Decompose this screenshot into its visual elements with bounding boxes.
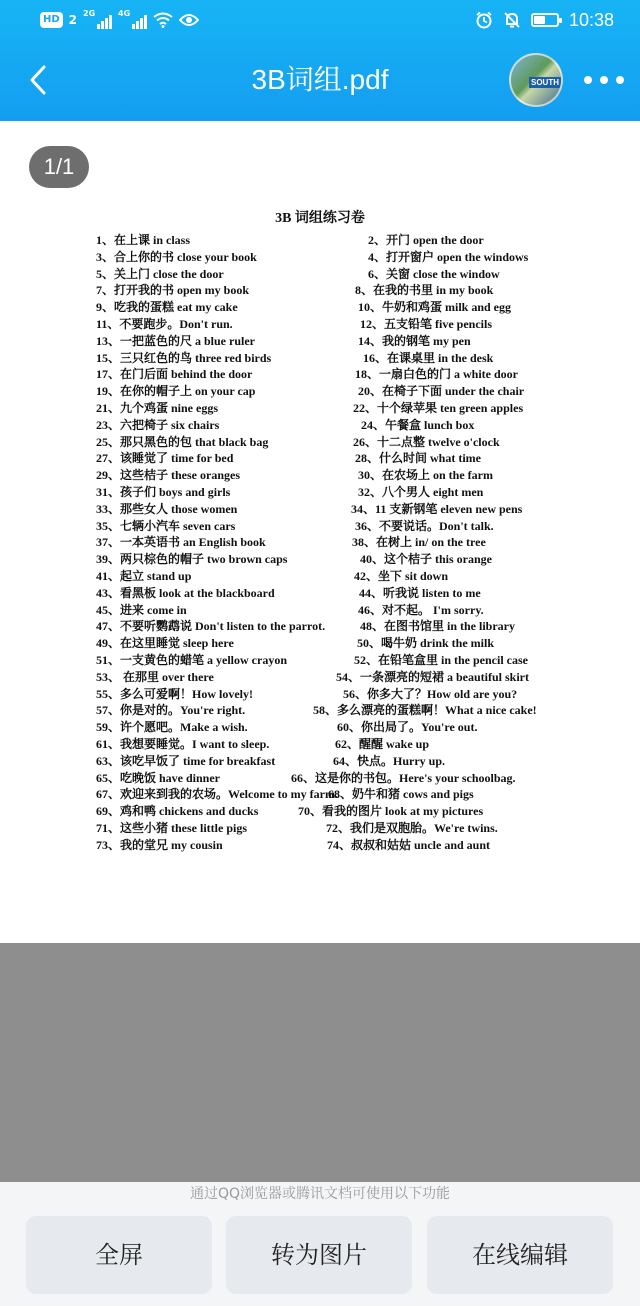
phrase-row (0, 333, 640, 350)
phrase-row (0, 837, 640, 854)
phrase-item: 72、我们是双胞胎。We're twins. (326, 820, 498, 835)
convert-to-image-button[interactable]: 转为图片 (226, 1216, 412, 1294)
feature-hint: 通过QQ浏览器或腾讯文档可使用以下功能 (189, 1186, 451, 1202)
phrase-item: 40、这个桔子 this orange (360, 552, 493, 567)
phrase-item: 38、在树上 in/ on the tree (352, 535, 486, 550)
phrase-row (0, 602, 640, 619)
phrase-row (0, 770, 640, 787)
phrase-row (0, 417, 640, 434)
hd-badge: HD (40, 12, 63, 28)
phrase-item: 9、吃我的蛋糕 eat my cake (96, 300, 238, 315)
phrase-item: 62、醒醒 wake up (335, 736, 430, 751)
phrase-item: 5、关上门 close the door (96, 266, 224, 281)
eye-icon (179, 13, 199, 27)
phrase-item: 10、牛奶和鸡蛋 milk and egg (358, 300, 512, 315)
phrase-item: 35、七辆小汽车 seven cars (96, 518, 236, 533)
phrase-row (0, 434, 640, 451)
alarm-icon (475, 11, 493, 29)
phrase-row (0, 652, 640, 669)
phrase-item: 54、一条漂亮的短裙 a beautiful skirt (336, 669, 530, 684)
status-bar (0, 0, 640, 40)
phrase-item: 64、快点。Hurry up. (333, 753, 446, 768)
sheet-title: 3B 词组练习卷 (275, 211, 365, 226)
avatar-text: SOUTH (531, 78, 559, 87)
phrase-item: 63、该吃早饭了 time for breakfast (96, 753, 276, 768)
phrase-row (0, 669, 640, 686)
phrase-item: 27、该睡觉了 time for bed (96, 451, 234, 466)
phrase-item: 19、在你的帽子上 on your cap (96, 384, 256, 399)
signal-2g-icon (83, 11, 112, 29)
phrase-row (0, 400, 640, 417)
battery-icon (531, 13, 559, 27)
back-button[interactable] (22, 58, 54, 102)
phrase-row (0, 585, 640, 602)
phrase-row (0, 467, 640, 484)
phrase-item: 25、那只黑色的包 that black bag (96, 434, 269, 449)
phrase-row (0, 282, 640, 299)
phrase-list (0, 232, 640, 853)
phrase-item: 60、你出局了。You're out. (337, 720, 478, 735)
status-right (475, 8, 614, 32)
phrase-item: 34、11 支新钢笔 eleven new pens (351, 501, 523, 516)
phrase-item: 52、在铅笔盒里 in the pencil case (354, 652, 528, 667)
phrase-item: 41、起立 stand up (96, 568, 192, 583)
phrase-row (0, 450, 640, 467)
signal-4g-icon (118, 11, 147, 29)
more-dot (584, 76, 592, 84)
phrase-row (0, 786, 640, 803)
more-dot (616, 76, 624, 84)
phrase-item: 26、十二点整 twelve o'clock (353, 434, 500, 449)
phrase-row (0, 753, 640, 770)
phrase-item: 1、在上课 in class (96, 233, 191, 247)
phrase-row (0, 551, 640, 568)
phrase-item: 18、一扇白色的门 a white door (355, 367, 518, 382)
phrase-item: 39、两只棕色的帽子 two brown caps (96, 552, 288, 567)
phrase-item: 11、不要跑步。Don't run. (96, 316, 233, 331)
phrase-item: 20、在椅子下面 under the chair (358, 384, 525, 399)
phrase-item: 24、午餐盒 lunch box (361, 417, 475, 432)
more-dot (600, 76, 608, 84)
phrase-item: 30、在农场上 on the farm (358, 468, 493, 483)
phrase-row (0, 350, 640, 367)
phrase-item: 33、那些女人 those women (96, 501, 238, 516)
pdf-page[interactable] (0, 121, 640, 943)
phrase-row (0, 635, 640, 652)
mute-icon (503, 11, 521, 29)
phrase-item: 8、在我的书里 in my book (355, 283, 494, 298)
phrase-item: 23、六把椅子 six chairs (96, 417, 220, 432)
page-indicator: 1/1 (29, 146, 89, 188)
phrase-item: 31、孩子们 boys and girls (96, 484, 231, 499)
phrase-item: 57、你是对的。You're right. (96, 703, 246, 718)
phrase-item: 29、这些桔子 these oranges (96, 468, 240, 483)
phrase-row (0, 820, 640, 837)
phrase-item: 14、我的钢笔 my pen (358, 333, 471, 348)
more-options-button[interactable] (584, 70, 624, 90)
document-title: 3B词组.pdf (251, 64, 389, 95)
phrase-item: 45、进来 come in (96, 602, 187, 617)
status-left (40, 10, 199, 30)
phrase-item: 28、什么时间 what time (355, 451, 481, 466)
phrase-item: 12、五支铅笔 five pencils (360, 316, 492, 331)
phrase-row (0, 518, 640, 535)
phrase-row (0, 366, 640, 383)
wifi-icon (153, 12, 173, 28)
phrase-row (0, 568, 640, 585)
phrase-row (0, 736, 640, 753)
phrase-item: 59、许个愿吧。Make a wish. (96, 720, 248, 735)
phrase-item: 47、不要听鹦鹉说 Don't listen to the parrot. (96, 619, 326, 634)
phrase-item: 56、你多大了？How old are you? (343, 686, 518, 701)
phrase-item: 58、多么漂亮的蛋糕啊！What a nice cake! (313, 703, 537, 718)
phrase-item: 43、看黑板 look at the blackboard (96, 585, 275, 600)
net-type-4g: 4G (118, 9, 131, 18)
phrase-item: 3、合上你的书 close your book (96, 249, 257, 264)
phrase-row (0, 534, 640, 551)
phrase-item: 53、 在那里 over there (96, 669, 214, 684)
phrase-row (0, 484, 640, 501)
phrase-item: 6、关窗 close the window (368, 266, 500, 281)
phrase-row (0, 316, 640, 333)
phrase-row (0, 686, 640, 703)
bottom-panel (0, 1182, 640, 1306)
phrase-row (0, 702, 640, 719)
phrase-item: 2、开门 open the door (368, 233, 484, 247)
phrase-row (0, 249, 640, 266)
phrase-row (0, 803, 640, 820)
phrase-row (0, 383, 640, 400)
phrase-row (0, 501, 640, 518)
phrase-item: 48、在图书馆里 in the library (360, 619, 515, 634)
online-edit-button[interactable]: 在线编辑 (427, 1216, 613, 1294)
phrase-row (0, 299, 640, 316)
app-header (0, 0, 640, 121)
fullscreen-button[interactable]: 全屏 (26, 1216, 212, 1294)
phrase-item: 32、八个男人 eight men (358, 484, 484, 499)
phrase-item: 7、打开我的书 open my book (96, 283, 250, 298)
phrase-row (0, 719, 640, 736)
clock: 10:38 (568, 9, 614, 30)
phrase-item: 68、奶牛和猪 cows and pigs (328, 787, 474, 802)
sim-number: 2 (68, 13, 78, 27)
phrase-item: 61、我想要睡觉。I want to sleep. (96, 736, 270, 751)
chevron-left-icon (29, 65, 47, 95)
phrase-item: 71、这些小猪 these little pigs (96, 820, 247, 835)
phrase-row (0, 266, 640, 283)
phrase-item: 70、看我的图片 look at my pictures (298, 804, 484, 819)
phrase-row (0, 618, 640, 635)
net-type-2g: 2G (83, 9, 96, 18)
phrase-item: 21、九个鸡蛋 nine eggs (96, 400, 219, 415)
phrase-item: 67、欢迎来到我的农场。Welcome to my farm. (96, 787, 338, 802)
phrase-item: 51、一支黄色的蜡笔 a yellow crayon (96, 652, 287, 667)
phrase-item: 37、一本英语书 an English book (96, 535, 266, 550)
phrase-item: 74、叔叔和姑姑 uncle and aunt (327, 837, 491, 852)
phrase-item: 44、听我说 listen to me (359, 585, 481, 600)
phrase-item: 69、鸡和鸭 chickens and ducks (96, 804, 259, 819)
phrase-item: 46、对不起。 I'm sorry. (358, 602, 484, 617)
phrase-item: 13、一把蓝色的尺 a blue ruler (96, 333, 255, 348)
phrase-item: 55、多么可爱啊！How lovely! (96, 686, 253, 701)
phrase-item: 50、喝牛奶 drink the milk (357, 636, 495, 651)
phrase-item: 15、三只红色的鸟 three red birds (96, 350, 272, 365)
phrase-item: 36、不要说话。Don't talk. (355, 518, 494, 533)
phrase-item: 22、十个绿苹果 ten green apples (353, 400, 524, 415)
phrase-row (0, 232, 640, 249)
phrase-item: 49、在这里睡觉 sleep here (96, 636, 234, 651)
phrase-item: 42、坐下 sit down (354, 568, 449, 583)
avatar[interactable] (509, 53, 563, 107)
phrase-item: 73、我的堂兄 my cousin (96, 837, 223, 852)
phrase-item: 66、这是你的书包。Here's your schoolbag. (291, 770, 516, 785)
phrase-item: 65、吃晚饭 have dinner (96, 770, 221, 785)
phrase-item: 16、在课桌里 in the desk (363, 350, 494, 365)
battery-level (534, 16, 545, 24)
phrase-item: 4、打开窗户 open the windows (368, 249, 529, 264)
phrase-item: 17、在门后面 behind the door (96, 367, 253, 382)
